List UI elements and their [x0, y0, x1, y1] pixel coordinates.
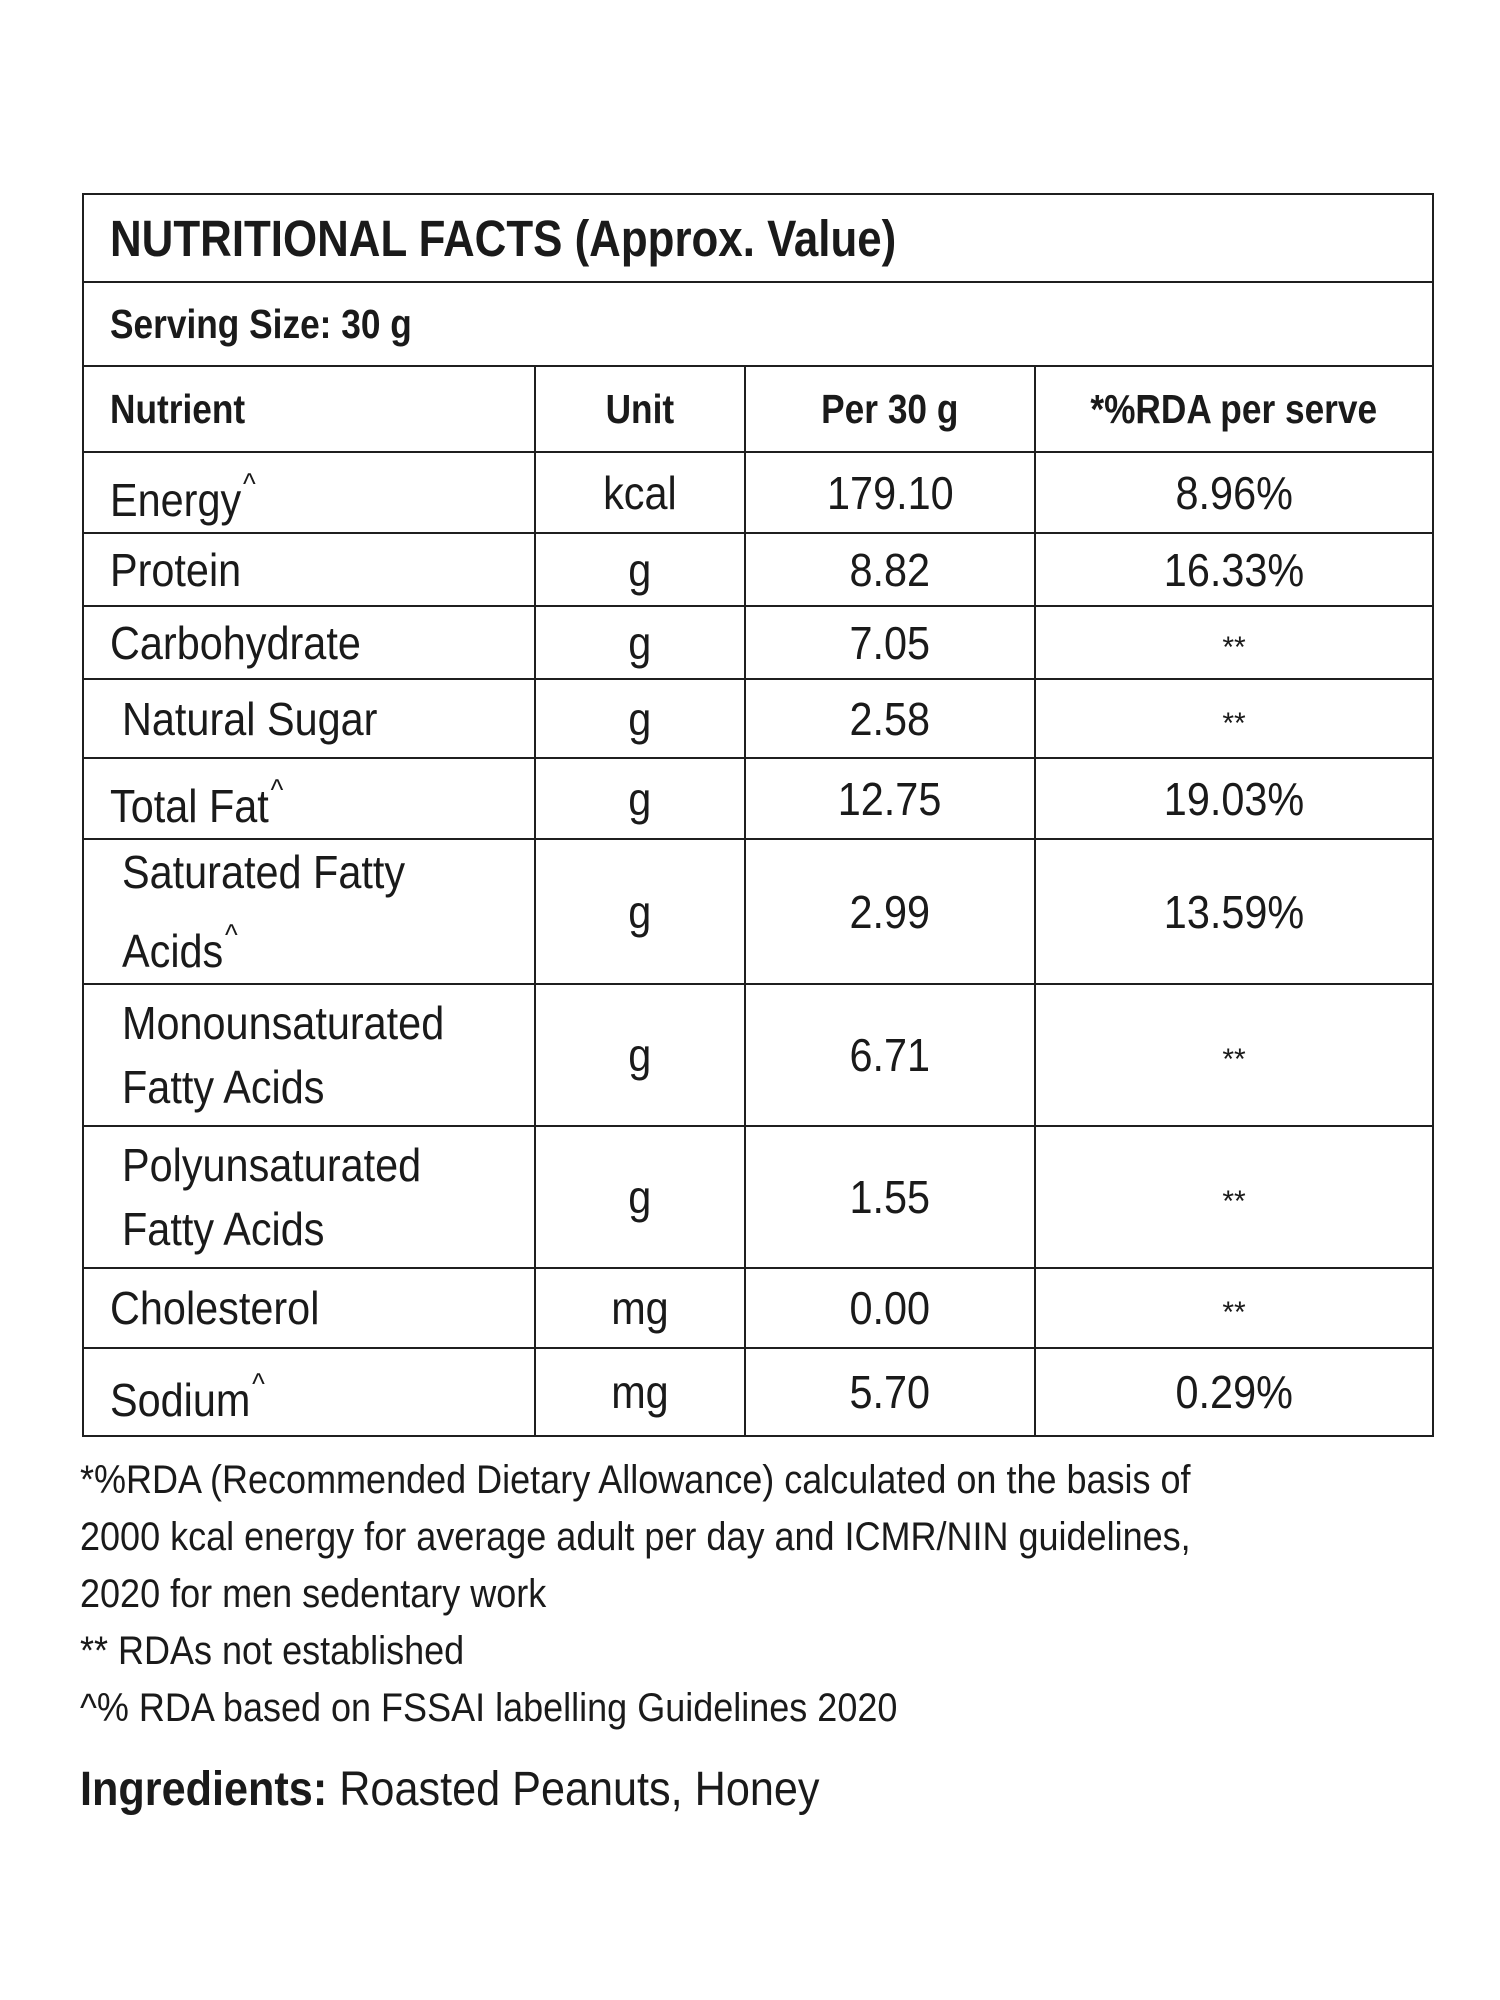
nutrient-name: Monounsaturated Fatty Acids — [83, 984, 535, 1126]
nutrient-name: Polyunsaturated Fatty Acids — [83, 1126, 535, 1268]
nutrition-label — [82, 193, 1432, 1437]
table-row — [83, 533, 1433, 606]
nutrient-name: Energy^ — [83, 452, 535, 533]
nutrient-per-serve: 179.10 — [745, 452, 1035, 533]
nutrition-facts-table — [82, 193, 1434, 1437]
header-unit: Unit — [535, 366, 745, 452]
nutrient-name: Protein — [83, 533, 535, 606]
nutrient-unit: g — [535, 679, 745, 758]
header-rda: *%RDA per serve — [1035, 366, 1433, 452]
footnote-rda-basis-2: 2000 kcal energy for average adult per day and ICMR/NIN guidelines, — [80, 1515, 1191, 1559]
header-row — [83, 366, 1433, 452]
footnote-rda-basis-1: *%RDA (Recommended Dietary Allowance) calculated on the basis of — [80, 1458, 1191, 1502]
nutrient-per-serve: 2.99 — [745, 839, 1035, 984]
table-row — [83, 984, 1433, 1126]
table-row — [83, 452, 1433, 533]
nutrient-per-serve: 5.70 — [745, 1348, 1035, 1436]
nutrient-rda: 13.59% — [1035, 839, 1433, 984]
nutrient-rda: 8.96% — [1035, 452, 1433, 533]
nutrient-rda: 16.33% — [1035, 533, 1433, 606]
nutrient-name: Natural Sugar — [83, 679, 535, 758]
nutrient-unit: g — [535, 758, 745, 839]
nutrient-rda: ** — [1035, 1126, 1433, 1268]
nutrient-name: Sodium^ — [83, 1348, 535, 1436]
nutrient-per-serve: 12.75 — [745, 758, 1035, 839]
nutrient-rda: 0.29% — [1035, 1348, 1433, 1436]
table-row — [83, 1126, 1433, 1268]
nutrient-unit: g — [535, 839, 745, 984]
table-title: NUTRITIONAL FACTS (Approx. Value) — [83, 194, 1433, 282]
nutrient-unit: g — [535, 533, 745, 606]
table-row — [83, 1268, 1433, 1348]
nutrient-unit: g — [535, 606, 745, 679]
nutrient-per-serve: 2.58 — [745, 679, 1035, 758]
table-row — [83, 1348, 1433, 1436]
serving-size: Serving Size: 30 g — [83, 282, 1433, 366]
nutrient-per-serve: 8.82 — [745, 533, 1035, 606]
nutrient-name: Cholesterol — [83, 1268, 535, 1348]
nutrient-unit: mg — [535, 1348, 745, 1436]
ingredients — [80, 1762, 820, 1817]
table-row — [83, 606, 1433, 679]
nutrient-unit: kcal — [535, 452, 745, 533]
nutrient-rda: ** — [1035, 679, 1433, 758]
nutrient-per-serve: 6.71 — [745, 984, 1035, 1126]
table-row — [83, 679, 1433, 758]
header-nutrient: Nutrient — [83, 366, 535, 452]
nutrient-rda: 19.03% — [1035, 758, 1433, 839]
footnote-not-established: ** RDAs not established — [80, 1629, 465, 1673]
nutrient-name: Carbohydrate — [83, 606, 535, 679]
header-per-serve: Per 30 g — [745, 366, 1035, 452]
nutrient-unit: g — [535, 984, 745, 1126]
nutrient-per-serve: 7.05 — [745, 606, 1035, 679]
nutrient-rda: ** — [1035, 1268, 1433, 1348]
nutrient-unit: g — [535, 1126, 745, 1268]
table-row — [83, 758, 1433, 839]
nutrient-rda: ** — [1035, 984, 1433, 1126]
footnote-fssai: ^% RDA based on FSSAI labelling Guidelines 2020 — [80, 1686, 898, 1730]
ingredients-value: Roasted Peanuts, Honey — [327, 1763, 820, 1816]
ingredients-label: Ingredients: — [80, 1763, 328, 1816]
footnote-rda-basis-3: 2020 for men sedentary work — [80, 1572, 547, 1616]
nutrient-unit: mg — [535, 1268, 745, 1348]
footnotes — [80, 1452, 1400, 1737]
nutrient-name: Total Fat^ — [83, 758, 535, 839]
table-row — [83, 839, 1433, 984]
nutrient-rda: ** — [1035, 606, 1433, 679]
nutrient-per-serve: 0.00 — [745, 1268, 1035, 1348]
nutrient-name: Saturated Fatty Acids^ — [83, 839, 535, 984]
nutrient-per-serve: 1.55 — [745, 1126, 1035, 1268]
